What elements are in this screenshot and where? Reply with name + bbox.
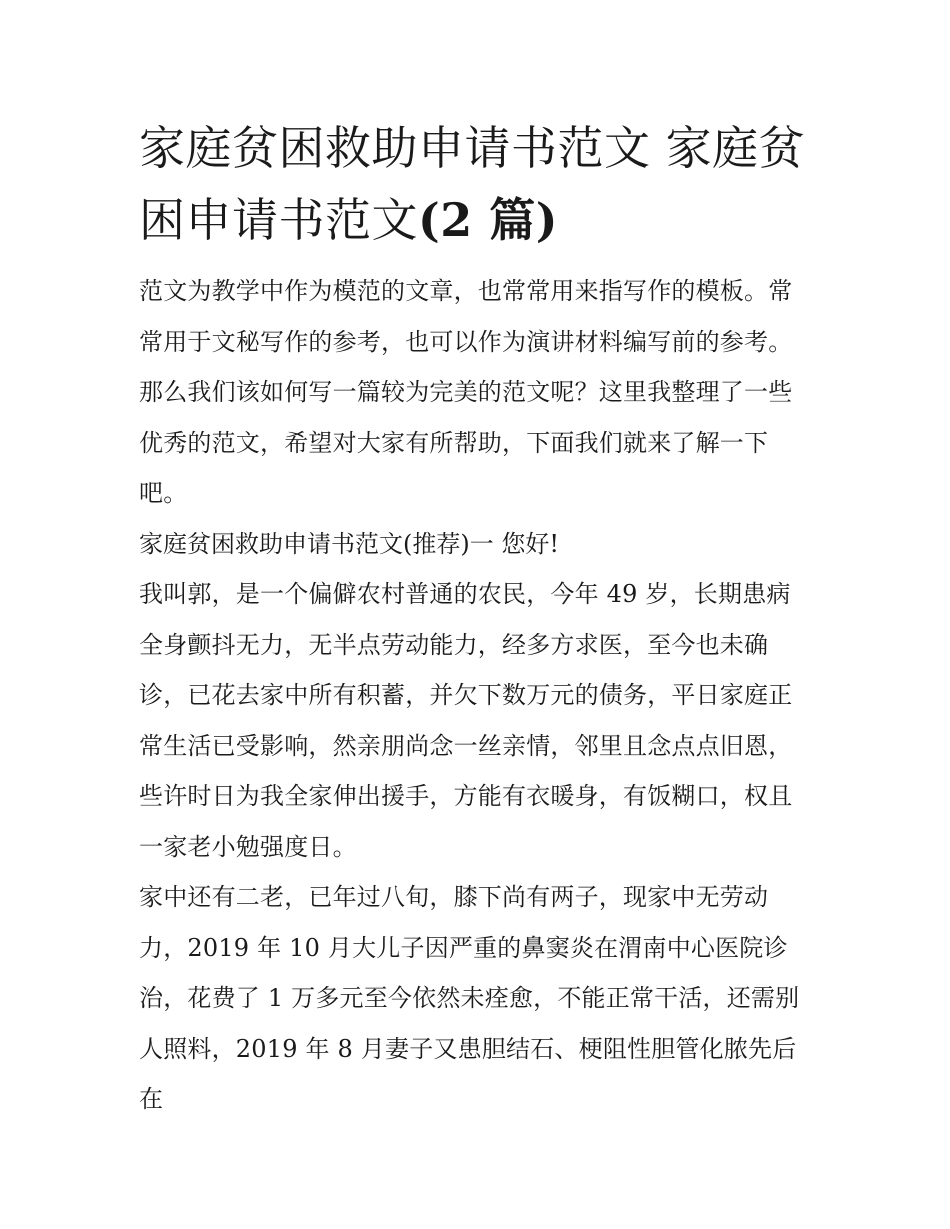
body-paragraph-1: 我叫郭，是一个偏僻农村普通的农民，今年 49 岁，长期患病全身颤抖无力，无半点劳动能力，经多方求医，至今也未确诊，已花去家中所有积蓄，并欠下数万元的债务，平日家庭正常生活已受影响，然亲朋尚念一丝亲情，邻里且念点点旧恩，些许时日为我全家伸出援手，方能有衣暖身，有饭糊口，权且一家老小勉强度日。 — [139, 580, 793, 861]
title-suffix: (2 篇) — [418, 193, 559, 247]
document-page — [139, 112, 814, 1125]
title-main: 家庭贫困救助申请书范文 家庭贫困申请书范文 — [139, 121, 806, 247]
document-title — [139, 112, 814, 256]
section-heading: 家庭贫困救助申请书范文(推荐)一 您好! — [139, 529, 559, 558]
body-paragraph-2: 家中还有二老，已年过八旬，膝下尚有两子，现家中无劳动力，2019 年 10 月大儿子因严重的鼻窦炎在渭南中心医院诊治，花费了 1 万多元至今依然未痊愈，不能正常干活，还需别人照料，2019 年 8 月妻子又患胆结石、梗阻性胆管化脓先后在 — [139, 883, 800, 1113]
intro-paragraph: 范文为教学中作为模范的文章，也常常用来指写作的模板。常常用于文秘写作的参考，也可以作为演讲材料编写前的参考。那么我们该如何写一篇较为完美的范文呢？这里我整理了一些优秀的范文，希望对大家有所帮助，下面我们就来了解一下吧。 — [139, 277, 793, 507]
